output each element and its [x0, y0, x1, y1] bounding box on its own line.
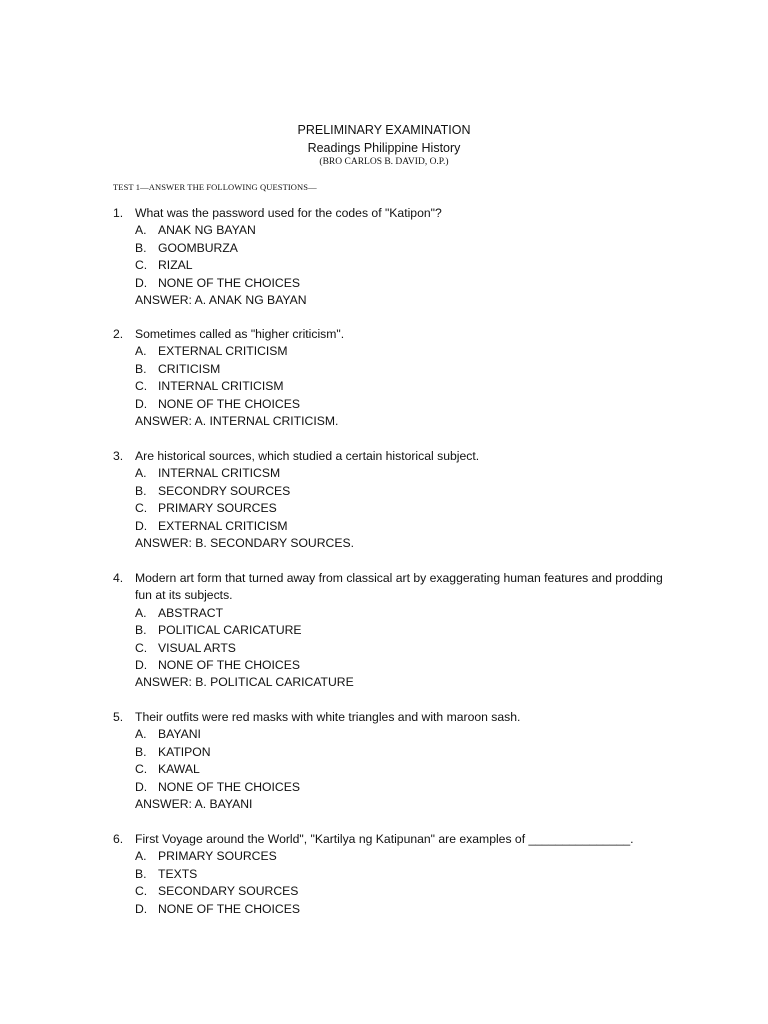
choice-c — [135, 378, 673, 395]
choice-list — [135, 848, 673, 918]
choice-letter: B. — [135, 744, 147, 759]
answer-line: ANSWER: A. INTERNAL CRITICISM. — [135, 414, 339, 429]
choice-letter: D. — [135, 396, 148, 411]
choice-b — [135, 361, 673, 378]
choice-b — [135, 744, 673, 761]
question-number: 3. — [113, 449, 124, 463]
choice-c — [135, 761, 673, 778]
question-text: Modern art form that turned away from classical art by exaggerating human features and prodding fun at its subjects. — [135, 571, 663, 603]
choice-letter: B. — [135, 483, 147, 498]
choice-text: SECONDRY SOURCES — [158, 483, 291, 498]
choice-list — [135, 605, 673, 675]
choice-text: SECONDARY SOURCES — [158, 884, 299, 899]
answer-line: ANSWER: A. ANAK NG BAYAN — [135, 293, 307, 308]
choice-c — [135, 500, 673, 517]
choice-b — [135, 866, 673, 883]
choice-letter: C. — [135, 762, 148, 777]
choice-letter: A. — [135, 849, 147, 864]
choice-b — [135, 483, 673, 500]
choice-text: EXTERNAL CRITICISM — [158, 518, 288, 533]
choice-text: NONE OF THE CHOICES — [158, 658, 300, 673]
choice-c — [135, 883, 673, 900]
question-number: 1. — [113, 206, 124, 220]
choice-a — [135, 726, 673, 743]
choice-text: ANAK NG BAYAN — [158, 223, 256, 238]
choice-list — [135, 726, 673, 796]
choice-letter: D. — [135, 779, 148, 794]
choice-text: NONE OF THE CHOICES — [158, 275, 300, 290]
question-text: First Voyage around the World", "Kartilya ng Katipunan" are examples of _______________. — [135, 832, 634, 846]
choice-letter: D. — [135, 901, 148, 916]
answer-line: ANSWER: B. POLITICAL CARICATURE — [135, 675, 354, 690]
choice-letter: C. — [135, 379, 148, 394]
choice-b — [135, 622, 673, 639]
choice-letter: D. — [135, 658, 148, 673]
choice-list — [135, 222, 673, 292]
choice-d — [135, 901, 673, 918]
choice-c — [135, 640, 673, 657]
choice-letter: A. — [135, 344, 147, 359]
choice-text: NONE OF THE CHOICES — [158, 396, 300, 411]
question-2 — [113, 326, 673, 430]
question-text: What was the password used for the codes of "Katipon"? — [135, 206, 442, 220]
question-number: 4. — [113, 571, 124, 585]
exam-author: (BRO CARLOS B. DAVID, O.P.) — [319, 157, 449, 167]
choice-text: EXTERNAL CRITICISM — [158, 344, 288, 359]
choice-text: PRIMARY SOURCES — [158, 501, 277, 516]
choice-d — [135, 657, 673, 674]
choice-letter: D. — [135, 275, 148, 290]
question-number: 2. — [113, 327, 124, 341]
choice-text: INTERNAL CRITICSM — [158, 466, 281, 481]
choice-letter: C. — [135, 640, 148, 655]
choice-letter: A. — [135, 466, 147, 481]
choice-text: ABSTRACT — [158, 605, 224, 620]
choice-text: NONE OF THE CHOICES — [158, 901, 300, 916]
exam-title: PRELIMINARY EXAMINATION — [297, 123, 471, 137]
choice-text: TEXTS — [158, 866, 198, 881]
choice-d — [135, 779, 673, 796]
choice-text: KATIPON — [158, 744, 211, 759]
choice-letter: C. — [135, 258, 148, 273]
choice-letter: C. — [135, 501, 148, 516]
choice-a — [135, 222, 673, 239]
choice-text: KAWAL — [158, 762, 200, 777]
choice-text: VISUAL ARTS — [158, 640, 236, 655]
choice-text: INTERNAL CRITICISM — [158, 379, 284, 394]
choice-letter: B. — [135, 866, 147, 881]
choice-text: NONE OF THE CHOICES — [158, 779, 300, 794]
answer-line: ANSWER: A. BAYANI — [135, 797, 253, 812]
question-number: 5. — [113, 710, 124, 724]
choice-letter: B. — [135, 361, 147, 376]
choice-text: CRITICISM — [158, 361, 221, 376]
choice-b — [135, 240, 673, 257]
question-5 — [113, 709, 673, 813]
choice-d — [135, 275, 673, 292]
choice-letter: A. — [135, 605, 147, 620]
choice-a — [135, 465, 673, 482]
question-6 — [113, 831, 673, 918]
question-text: Their outfits were red masks with white triangles and with maroon sash. — [135, 710, 521, 724]
choice-d — [135, 518, 673, 535]
question-text: Are historical sources, which studied a certain historical subject. — [135, 449, 480, 463]
question-text: Sometimes called as "higher criticism". — [135, 327, 345, 341]
choice-text: BAYANI — [158, 727, 201, 742]
exam-subtitle: Readings Philippine History — [307, 141, 461, 155]
choice-a — [135, 605, 673, 622]
question-1 — [113, 205, 673, 309]
choice-d — [135, 396, 673, 413]
choice-letter: D. — [135, 518, 148, 533]
choice-c — [135, 257, 673, 274]
question-4 — [113, 570, 673, 692]
choice-letter: B. — [135, 623, 147, 638]
choice-letter: A. — [135, 223, 147, 238]
question-3 — [113, 448, 673, 552]
answer-line: ANSWER: B. SECONDARY SOURCES. — [135, 536, 354, 551]
choice-list — [135, 343, 673, 413]
choice-text: PRIMARY SOURCES — [158, 849, 277, 864]
question-number: 6. — [113, 832, 124, 846]
choice-letter: C. — [135, 884, 148, 899]
choice-list — [135, 465, 673, 535]
choice-text: POLITICAL CARICATURE — [158, 623, 302, 638]
choice-letter: B. — [135, 240, 147, 255]
choice-letter: A. — [135, 727, 147, 742]
choice-text: GOOMBURZA — [158, 240, 238, 255]
choice-a — [135, 343, 673, 360]
test-heading: TEST 1—ANSWER THE FOLLOWING QUESTIONS— — [113, 182, 317, 192]
choice-text: RIZAL — [158, 258, 193, 273]
choice-a — [135, 848, 673, 865]
